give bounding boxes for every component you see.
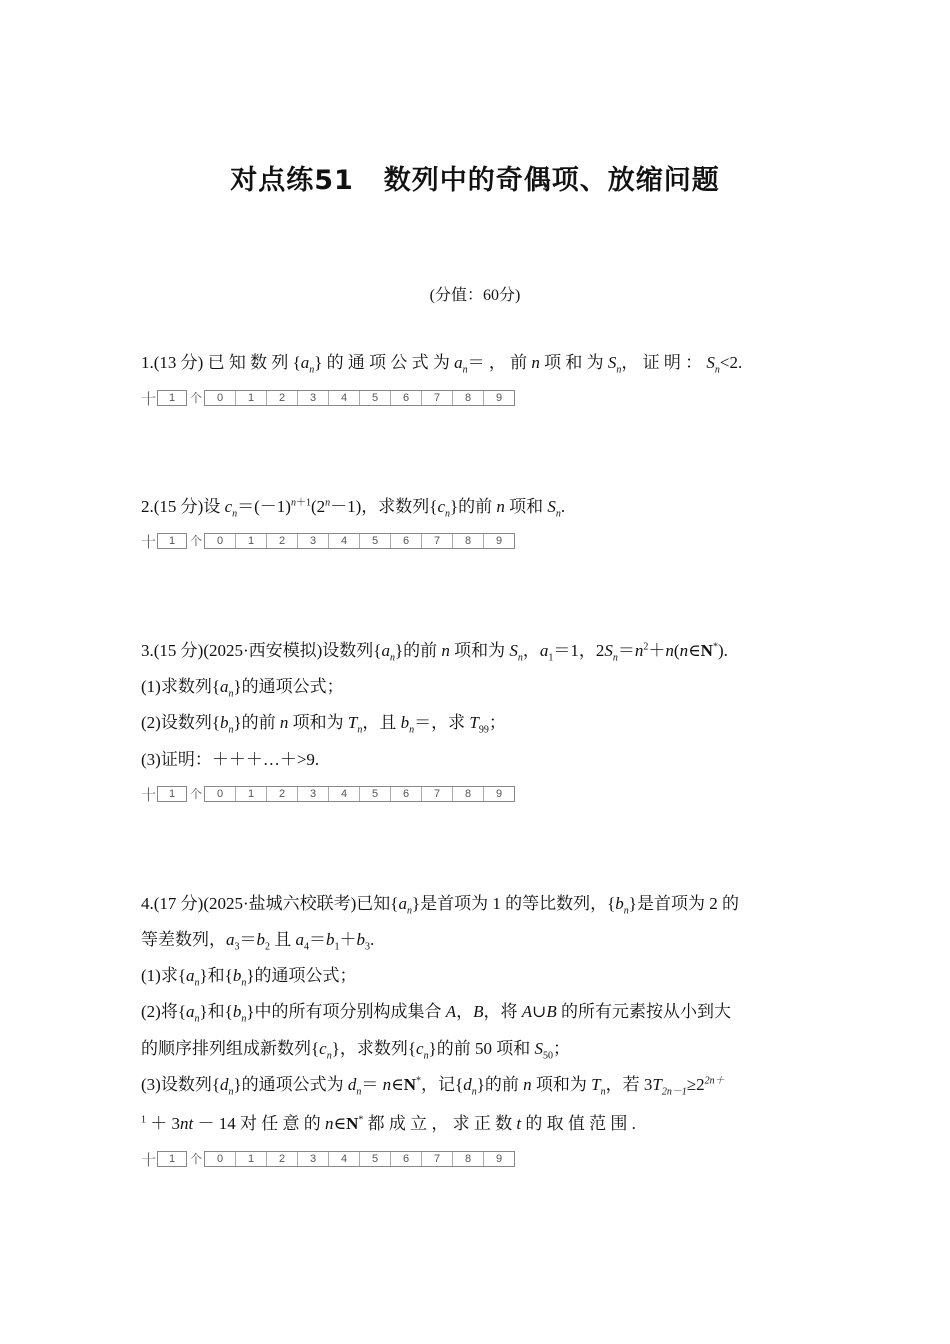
ones-mark: 个: [190, 787, 203, 801]
ones-digits[interactable]: [204, 533, 515, 549]
question-4-part-2-line-2: 的顺序排列组成新数列$\{c_n\}$，求数列$\{c_n\}$的前 50 项和 $S_{50}$；: [141, 1039, 571, 1062]
ones-mark: 个: [190, 391, 203, 405]
digit-cell[interactable]: 7: [421, 1152, 452, 1166]
digit-cell[interactable]: 1: [235, 534, 266, 548]
answer-grid-1[interactable]: [141, 389, 521, 407]
score-note: (分值：60分): [429, 287, 521, 304]
digit-cell[interactable]: 8: [452, 391, 483, 405]
digit-cell[interactable]: 3: [297, 391, 328, 405]
tens-mark: 十: [141, 391, 157, 408]
tens-mark: 十: [141, 534, 157, 551]
tens-box[interactable]: 1: [157, 533, 187, 549]
question-1: 1.(13 分) 已 知 数 列 $\{a_n\}$ 的 通 项 公 式 为 $a_n=$ ， 前 n 项 和 为 $S_n$， 证 明 ： $S_n<2$.: [141, 353, 743, 376]
question-4-stem-line-1: 4.(17 分)(2025·盐城六校联考)已知$\{a_n\}$是首项为 1 的等比数列，$\{b_n\}$是首项为 2 的: [141, 894, 739, 917]
answer-grid-2[interactable]: [141, 532, 521, 550]
digit-cell[interactable]: 2: [266, 1152, 297, 1166]
digit-cell[interactable]: 1: [235, 391, 266, 405]
question-4-part-3-line-2: $^1$ ＋ 3nt － 14 对 任 意 的 n∈N* 都 成 立 ， 求 正 数 t 的 取 值 范 围 .: [141, 1114, 636, 1133]
digit-cell[interactable]: 6: [390, 1152, 421, 1166]
ones-digits[interactable]: [204, 1151, 515, 1167]
ones-mark: 个: [190, 1152, 203, 1166]
digit-cell[interactable]: 2: [266, 391, 297, 405]
question-4-stem-line-2: 等差数列，$a_3=b_2$ 且 $a_4=b_1+b_3$.: [141, 930, 375, 953]
ones-digits[interactable]: [204, 786, 515, 802]
question-4-part-3-line-1: (3)设数列$\{d_n\}$的通项公式为 $d_n=$ n∈N*，记$\{d_n\}$的前 n 项和为 $T_n$，若 $3T_{2n-1}\ge 2^{2n+}$: [141, 1075, 725, 1098]
question-4-part-2-line-1: (2)将$\{a_n\}$和$\{b_n\}$中的所有项分别构成集合 A，B，将 A∪B 的所有元素按从小到大: [141, 1002, 732, 1025]
tens-box[interactable]: 1: [157, 390, 187, 406]
ones-mark: 个: [190, 534, 203, 548]
question-3-part-3: (3)证明：＋＋＋…＋>9.: [141, 750, 320, 769]
digit-cell[interactable]: 6: [390, 534, 421, 548]
digit-cell[interactable]: 9: [483, 787, 514, 801]
question-3-part-1: (1)求数列$\{a_n\}$的通项公式；: [141, 677, 344, 700]
digit-cell[interactable]: 3: [297, 787, 328, 801]
digit-cell[interactable]: 0: [216, 788, 224, 800]
digit-cell[interactable]: 0: [216, 1153, 224, 1165]
digit-cell[interactable]: 7: [421, 391, 452, 405]
digit-cell[interactable]: 9: [483, 534, 514, 548]
digit-cell[interactable]: 4: [328, 787, 359, 801]
digit-cell[interactable]: 6: [390, 391, 421, 405]
question-4-part-1: (1)求$\{a_n\}$和$\{b_n\}$的通项公式；: [141, 966, 357, 989]
digit-cell[interactable]: 8: [452, 1152, 483, 1166]
digit-cell[interactable]: 6: [390, 787, 421, 801]
tens-mark: 十: [141, 1152, 157, 1169]
digit-cell[interactable]: 4: [328, 391, 359, 405]
digit-cell[interactable]: 1: [235, 787, 266, 801]
digit-cell[interactable]: 3: [297, 534, 328, 548]
tens-mark: 十: [141, 787, 157, 804]
question-2: 2.(15 分)设 $c_n=(-1)^{n+1}(2^n-1)$，求数列$\{c_n\}$的前 n 项和 $S_n$.: [141, 497, 566, 520]
answer-grid-4[interactable]: [141, 1150, 521, 1168]
title-number: 对点练51: [230, 165, 354, 196]
digit-cell[interactable]: 5: [359, 534, 390, 548]
digit-cell[interactable]: 5: [359, 391, 390, 405]
digit-cell[interactable]: 1: [235, 1152, 266, 1166]
question-3-stem: 3.(15 分)(2025·西安模拟)设数列$\{a_n\}$的前 n 项和为 $S_n$，$a_1=1$，$2S_n=n^2+n(n\in N^*)$.: [141, 641, 728, 664]
digit-cell[interactable]: 5: [359, 1152, 390, 1166]
tens-box[interactable]: 1: [157, 1151, 187, 1167]
ones-digits[interactable]: [204, 390, 515, 406]
digit-cell[interactable]: 8: [452, 787, 483, 801]
digit-cell[interactable]: 5: [359, 787, 390, 801]
question-3-part-2: (2)设数列$\{b_n\}$的前 n 项和为 $T_n$，且 $b_n=$，求 $T_{99}$；: [141, 713, 506, 736]
digit-cell[interactable]: 2: [266, 534, 297, 548]
digit-cell[interactable]: 8: [452, 534, 483, 548]
digit-cell[interactable]: 0: [216, 392, 224, 404]
digit-cell[interactable]: 4: [328, 534, 359, 548]
title-topic: 数列中的奇偶项、放缩问题: [383, 165, 720, 196]
digit-cell[interactable]: 2: [266, 787, 297, 801]
tens-box[interactable]: 1: [157, 786, 187, 802]
digit-cell[interactable]: 7: [421, 534, 452, 548]
digit-cell[interactable]: 9: [483, 391, 514, 405]
digit-cell[interactable]: 3: [297, 1152, 328, 1166]
digit-cell[interactable]: 4: [328, 1152, 359, 1166]
page-title: [0, 158, 950, 197]
digit-cell[interactable]: 9: [483, 1152, 514, 1166]
digit-cell[interactable]: 0: [216, 535, 224, 547]
answer-grid-3[interactable]: [141, 785, 521, 803]
digit-cell[interactable]: 7: [421, 787, 452, 801]
